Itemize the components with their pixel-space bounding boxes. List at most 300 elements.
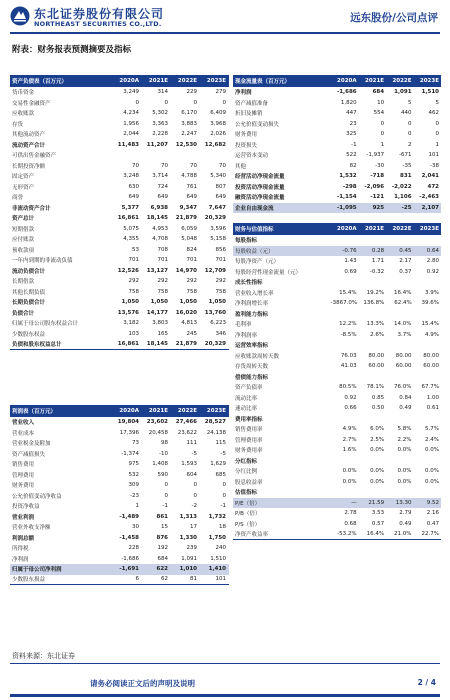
cell-value: -1,154: [336, 194, 357, 201]
table-row: [10, 140, 229, 151]
cell-value: 21.0%: [394, 530, 412, 537]
cell-value: 23,602: [146, 419, 168, 426]
cell-value: 14,177: [146, 309, 168, 316]
cell-value: -1: [220, 503, 226, 510]
cell-value: -1,937: [366, 152, 385, 159]
report-header: [0, 0, 450, 34]
table-row: [233, 98, 441, 109]
table-row: [233, 519, 441, 530]
table-row: [10, 234, 229, 245]
cell-value: 3,968: [210, 120, 226, 127]
cell-value: 15.4%: [421, 321, 439, 328]
table-header-row: [233, 223, 441, 235]
table-header-row: [233, 75, 441, 87]
cell-value: 4,355: [123, 236, 139, 243]
cell-value: 5,377: [121, 204, 139, 211]
table-row: [233, 529, 441, 540]
table-row: [10, 192, 229, 203]
cell-value: 81: [190, 576, 197, 583]
row-label: 营业收入增长率: [235, 290, 274, 297]
cell-value: 3,803: [152, 320, 168, 327]
cell-value: 12,682: [204, 141, 226, 148]
cell-value: 0.0%: [370, 478, 385, 485]
row-label: 流动负债合计: [12, 268, 46, 275]
cell-value: 1,010: [179, 566, 197, 573]
table-row: [10, 329, 229, 340]
section-header-row: [233, 487, 441, 498]
year-header: 2023E: [419, 78, 439, 84]
cell-value: 98: [161, 440, 168, 447]
row-label: 应收账款周转天数: [235, 353, 280, 360]
cell-value: -718: [370, 173, 385, 180]
table-row: [233, 361, 441, 372]
row-label: 融资活动净现金流量: [235, 195, 285, 202]
cell-value: 0.0%: [370, 468, 385, 475]
cell-value: 18,145: [146, 215, 168, 222]
table-row: [233, 267, 441, 278]
cell-value: 925: [372, 204, 385, 211]
section-header-row: [233, 277, 441, 288]
section-header-row: [233, 372, 441, 383]
cell-value: 0: [164, 482, 168, 489]
cell-value: -35: [402, 162, 412, 169]
data-source-note: 资料来源：东北证券: [12, 652, 75, 660]
table-row: [10, 87, 229, 98]
row-label: 净利润增长率: [235, 301, 269, 308]
row-label: 每股净资产（元）: [235, 259, 280, 266]
cell-value: 5,302: [152, 110, 168, 117]
row-label: 运营资本变动: [235, 153, 269, 160]
cell-value: 0.45: [399, 247, 412, 254]
cell-value: 0: [435, 131, 439, 138]
cell-value: 0.47: [426, 520, 439, 527]
cell-value: 2,107: [421, 204, 439, 211]
row-label: 财务费用: [235, 132, 258, 139]
cell-value: 15: [161, 524, 168, 531]
row-label: 短期借款: [12, 226, 35, 233]
row-label: 流动比率: [235, 395, 258, 402]
row-label: 长期投资净额: [12, 163, 46, 170]
table-row: [10, 554, 229, 565]
row-label: 少数股东损益: [12, 577, 46, 584]
row-label: 偿债能力指标: [235, 374, 269, 381]
cell-value: 1,091: [181, 555, 197, 562]
cell-value: 758: [128, 288, 139, 295]
cell-value: 0.49: [399, 405, 412, 412]
cell-value: 245: [186, 330, 197, 337]
cell-value: 18: [219, 524, 226, 531]
cell-value: 0.0%: [425, 447, 439, 454]
table-row: [10, 224, 229, 235]
cell-value: 2.6%: [370, 331, 385, 338]
row-label: 资产总计: [12, 216, 35, 223]
cell-value: 761: [186, 183, 197, 190]
table-row: [10, 287, 229, 298]
financial-ratios-table: [233, 223, 441, 540]
cell-value: 5,048: [181, 236, 197, 243]
cell-value: 708: [157, 246, 168, 253]
cell-value: 2,044: [123, 131, 139, 138]
row-label: 其他流动资产: [12, 132, 46, 139]
cell-value: 82: [349, 162, 357, 169]
cell-value: 41.03: [340, 363, 357, 370]
cell-value: 17: [190, 524, 197, 531]
cell-value: 15.4%: [339, 289, 357, 296]
row-label: 财务费用: [12, 483, 35, 490]
cell-value: 0.0%: [342, 478, 357, 485]
cell-value: 13,576: [117, 309, 139, 316]
year-header: 2023E: [419, 226, 439, 232]
row-label: 股息收益率: [235, 479, 263, 486]
cell-value: 622: [156, 566, 168, 573]
cell-value: 807: [215, 183, 226, 190]
cell-value: 80.00: [368, 352, 385, 359]
cell-value: 16,020: [175, 309, 197, 316]
cell-value: 0: [193, 482, 197, 489]
cell-value: 0: [380, 131, 385, 138]
cell-value: 701: [157, 257, 168, 264]
table-header-row: [10, 405, 229, 417]
table-row: [233, 435, 441, 446]
table-row: [10, 203, 229, 214]
cell-value: 5: [408, 99, 412, 106]
year-header: 2020A: [119, 408, 139, 414]
cell-value: 20,329: [204, 215, 226, 222]
cell-value: 0.64: [426, 247, 439, 254]
cell-value: 2,041: [421, 173, 439, 180]
table-row: [233, 424, 441, 435]
table-row: [233, 150, 441, 161]
row-label: 每股经营性现金流量（元）: [235, 269, 302, 276]
cell-value: 1,410: [208, 566, 226, 573]
cell-value: 0.28: [371, 247, 385, 254]
cell-value: 0.0%: [425, 468, 439, 475]
cell-value: 1,820: [340, 99, 357, 106]
row-label: 公允价值变动净收益: [12, 493, 62, 500]
row-label: 营业利润: [12, 514, 35, 521]
cell-value: 701: [215, 257, 226, 264]
cell-value: -298: [342, 183, 357, 190]
cell-value: 28,527: [204, 419, 226, 426]
cell-value: 115: [215, 440, 226, 447]
table-row: [233, 508, 441, 519]
row-label: 净利润: [235, 90, 252, 97]
table-row: [10, 512, 229, 523]
table-row: [233, 256, 441, 267]
cell-value: 975: [128, 461, 139, 468]
cell-value: 5: [435, 99, 439, 106]
cell-value: 1.43: [344, 258, 357, 265]
table-row: [233, 288, 441, 299]
cell-value: 5,340: [210, 173, 226, 180]
cell-value: 9,347: [179, 204, 197, 211]
cell-value: 1,050: [179, 299, 197, 306]
cell-value: 30: [132, 524, 139, 531]
cell-value: 831: [400, 173, 412, 180]
row-label: 固定资产: [12, 174, 35, 181]
row-label: P/B（倍）: [235, 511, 261, 518]
cell-value: -1,489: [119, 513, 139, 520]
table-row: [10, 161, 229, 172]
table-row: [233, 351, 441, 362]
table-row: [10, 449, 229, 460]
row-label: 其他长期负债: [12, 289, 46, 296]
section-header-row: [233, 235, 441, 246]
table-row: [233, 182, 441, 193]
cell-value: 325: [346, 131, 357, 138]
cell-value: 3,249: [123, 89, 139, 96]
cell-value: 165: [157, 330, 168, 337]
cell-value: 14,970: [175, 267, 197, 274]
cell-value: 70: [161, 162, 168, 169]
row-label: 资产减值损失: [12, 451, 46, 458]
cell-value: 80.00: [423, 352, 439, 359]
cell-value: 0.57: [371, 520, 385, 527]
table-row: [10, 491, 229, 502]
cell-value: 22.7%: [421, 530, 439, 537]
cell-value: 6,409: [210, 110, 226, 117]
cell-value: 2.78: [344, 510, 357, 517]
cell-value: 19.2%: [366, 289, 385, 296]
cell-value: 16,861: [117, 215, 139, 222]
table-title: 利润表（百万元）: [12, 409, 57, 415]
year-header: 2022E: [177, 78, 197, 84]
cell-value: 472: [427, 183, 439, 190]
cell-value: 21,879: [175, 215, 197, 222]
cell-value: 2.7%: [342, 436, 357, 443]
row-label: 盈利能力指标: [235, 311, 269, 318]
cell-value: 6,223: [210, 320, 226, 327]
cell-value: 1,313: [179, 513, 197, 520]
row-label: 营业外收支净额: [12, 525, 51, 532]
year-header: 2020A: [119, 78, 139, 84]
row-label: 归属于母公司股东权益合计: [12, 321, 79, 328]
cell-value: -5: [220, 450, 226, 457]
cell-value: 3.9%: [425, 289, 439, 296]
row-label: 存货: [12, 121, 24, 128]
cell-value: 604: [186, 471, 197, 478]
row-label: 预收款项: [12, 247, 35, 254]
cell-value: 76.0%: [394, 384, 412, 391]
table-row: [10, 129, 229, 140]
section-header-row: [233, 456, 441, 467]
row-label: 资产负债率: [235, 385, 263, 392]
cell-value: 824: [186, 246, 197, 253]
year-header: 2021E: [148, 78, 168, 84]
table-row: [233, 319, 441, 330]
row-label: 投资净收益: [12, 504, 40, 511]
table-row: [10, 171, 229, 182]
cell-value: 1.71: [371, 258, 385, 265]
row-label: 公允价值变动损失: [235, 121, 280, 128]
table-row: [233, 192, 441, 203]
cell-value: 14.0%: [394, 321, 412, 328]
cell-value: 1,593: [181, 461, 197, 468]
row-label: 负债合计: [12, 310, 35, 317]
table-row: [233, 445, 441, 456]
cell-value: 1,510: [210, 555, 226, 562]
cell-value: 0.0%: [425, 478, 439, 485]
row-label: 交易性金融资产: [12, 100, 51, 107]
year-header: 2021E: [365, 78, 385, 84]
table-row: [10, 276, 229, 287]
cell-value: 758: [215, 288, 226, 295]
cell-value: 1,750: [208, 534, 226, 541]
cell-value: 5.7%: [425, 426, 439, 433]
cell-value: 4.9%: [342, 426, 357, 433]
cell-value: 2,026: [210, 131, 226, 138]
row-label: 营业成本: [12, 430, 35, 437]
table-row: [233, 119, 441, 130]
row-label: 可供出售金融资产: [12, 153, 57, 160]
cell-value: 0.0%: [370, 447, 385, 454]
cell-value: 861: [156, 513, 168, 520]
cell-value: 0.85: [371, 394, 385, 401]
row-label: 营业收入: [12, 420, 35, 427]
table-row: [233, 498, 441, 509]
table-row: [233, 108, 441, 119]
cell-value: 103: [128, 330, 139, 337]
page-number: 2 / 4: [417, 678, 436, 687]
cell-value: 309: [128, 482, 139, 489]
cell-value: 62: [161, 576, 168, 583]
table-row: [10, 213, 229, 224]
row-label: P/S（倍）: [235, 521, 261, 528]
cell-value: -3867.0%: [330, 300, 358, 307]
row-label: 每股收益（元）: [235, 248, 274, 255]
table-row: [233, 466, 441, 477]
section-header-row: [233, 309, 441, 320]
cell-value: -0.32: [369, 268, 385, 275]
cell-value: 701: [186, 257, 197, 264]
cell-value: 292: [215, 278, 226, 285]
cell-value: 60.00: [368, 363, 385, 370]
page-title: 附表：财务报表预测摘要及指标: [12, 45, 132, 55]
year-header: 2021E: [148, 408, 168, 414]
row-label: 少数股东权益: [12, 331, 46, 338]
table-row: [10, 438, 229, 449]
cell-value: -1,374: [121, 450, 139, 457]
table-row: [233, 393, 441, 404]
footer-divider: [10, 663, 440, 664]
table-row: [10, 522, 229, 533]
cell-value: 0.61: [426, 405, 439, 412]
table-row: [233, 246, 441, 257]
row-label: 管理费用: [12, 472, 35, 479]
row-label: 管理费用率: [235, 437, 263, 444]
cell-value: -2,096: [364, 183, 385, 190]
cell-value: 229: [186, 89, 197, 96]
cell-value: 1.6%: [342, 447, 357, 454]
row-label: 净利润: [12, 556, 29, 563]
table-row: [10, 119, 229, 130]
row-label: 折旧及摊销: [235, 111, 263, 118]
cell-value: 80.00: [395, 352, 412, 359]
cell-value: 3,596: [210, 225, 226, 232]
footer-bar: [10, 694, 440, 697]
cell-value: 292: [157, 278, 168, 285]
row-label: 非流动资产合计: [12, 205, 51, 212]
cell-value: 0: [222, 492, 226, 499]
cell-value: 724: [157, 183, 168, 190]
table-row: [233, 171, 441, 182]
table-row: [233, 140, 441, 151]
cell-value: 2.4%: [425, 436, 439, 443]
cell-value: 0.0%: [397, 478, 412, 485]
cell-value: 239: [186, 545, 197, 552]
cell-value: 6,938: [150, 204, 168, 211]
table-row: [10, 150, 229, 161]
row-label: 其他: [235, 163, 247, 170]
cell-value: 0.0%: [342, 468, 357, 475]
cell-value: 7,647: [208, 204, 226, 211]
row-label: 一年内到期的非流动负债: [12, 258, 73, 265]
cell-value: 78.1%: [366, 384, 385, 391]
table-row: [233, 382, 441, 393]
cell-value: 4.9%: [425, 331, 439, 338]
cell-value: 1,050: [208, 299, 226, 306]
cell-value: 630: [128, 183, 139, 190]
cell-value: 5.8%: [397, 426, 412, 433]
cell-value: -2: [191, 503, 197, 510]
cell-value: -25: [401, 204, 412, 211]
row-label: 无形资产: [12, 184, 35, 191]
cell-value: -30: [375, 162, 385, 169]
cell-value: 1,408: [152, 461, 168, 468]
cell-value: 462: [428, 110, 439, 117]
cell-value: 3,363: [152, 120, 168, 127]
cell-value: 684: [157, 555, 168, 562]
cell-value: 0: [193, 99, 197, 106]
cell-value: 0.0%: [397, 468, 412, 475]
cell-value: 1.00: [426, 394, 439, 401]
cell-value: 2: [408, 141, 412, 148]
table-title: 现金流量表（百万元）: [235, 79, 291, 85]
cell-value: 16.4%: [394, 289, 412, 296]
table-title: 资产负债表（百万元）: [12, 79, 68, 85]
cell-value: 111: [186, 440, 197, 447]
cell-value: 21.59: [368, 499, 385, 506]
cell-value: -0.76: [342, 247, 357, 254]
cell-value: 12,530: [175, 141, 197, 148]
cell-value: -1: [351, 141, 357, 148]
cell-value: 27,466: [175, 419, 197, 426]
cell-value: 23: [349, 120, 357, 127]
table-row: [10, 98, 229, 109]
table-row: [233, 330, 441, 341]
cell-value: 314: [157, 89, 168, 96]
row-label: 财务费用率: [235, 448, 263, 455]
row-label: 投资活动净现金流量: [235, 184, 285, 191]
row-label: P/E（倍）: [235, 500, 261, 507]
cell-value: 0.49: [399, 520, 412, 527]
cell-value: 1: [435, 141, 439, 148]
cell-value: 101: [428, 152, 439, 159]
cell-value: 4,708: [152, 236, 168, 243]
cell-value: 76.03: [340, 352, 357, 359]
table-row: [10, 417, 229, 428]
cell-value: 0.66: [344, 405, 357, 412]
cell-value: 4,234: [123, 110, 139, 117]
cell-value: 876: [156, 534, 168, 541]
cell-value: 3,714: [152, 173, 168, 180]
cell-value: 2.80: [426, 258, 439, 265]
cell-value: 1,956: [123, 120, 139, 127]
cell-value: 20,458: [148, 429, 168, 436]
year-header: 2022E: [392, 226, 412, 232]
cell-value: 12,709: [204, 267, 226, 274]
row-label: 分红比例: [235, 469, 258, 476]
